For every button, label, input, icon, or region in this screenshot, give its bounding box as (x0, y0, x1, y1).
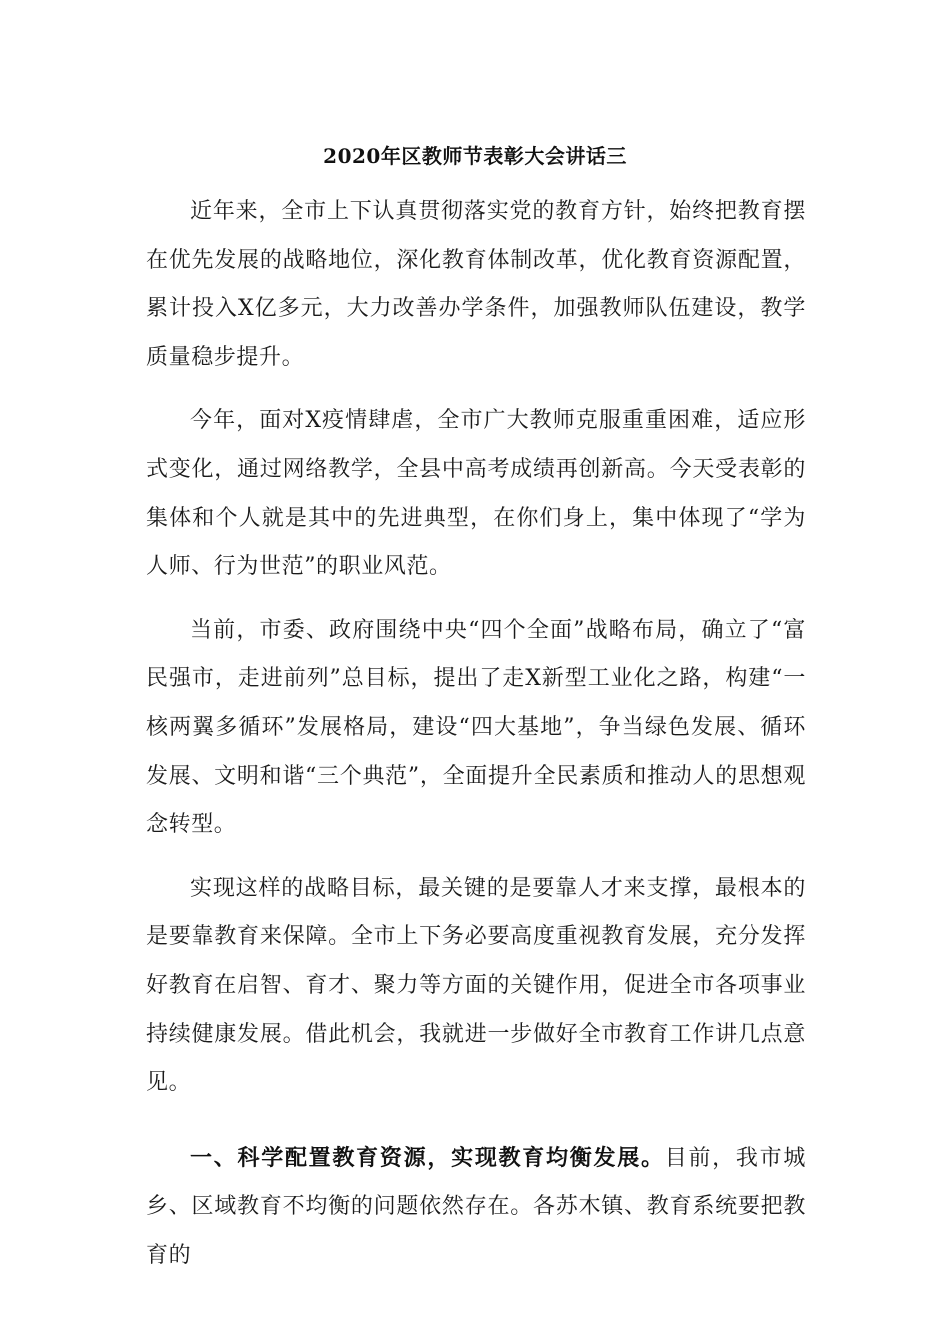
section-one-text: 目前，我市城乡、区域教育不均衡的问题依然存在。各苏木镇、教育系统要把教育的 (146, 1145, 806, 1268)
paragraph-2: 今年，面对X疫情肆虐，全市广大教师克服重重困难，适应形式变化，通过网络教学，全县中高考成绩再创新高。今天受表彰的集体和个人就是其中的先进典型，在你们身上，集中体现了“学为人师、行为世范”的职业风范。 (146, 408, 806, 580)
paragraph-1: 近年来，全市上下认真贯彻落实党的教育方针，始终把教育摆在优先发展的战略地位，深化教育体制改革，优化教育资源配置，累计投入X亿多元，大力改善办学条件，加强教师队伍建设，教学质量稳步提升。 (146, 199, 806, 370)
document-body (146, 188, 806, 1295)
section-one-heading: 一、科学配置教育资源，实现教育均衡发展。 (190, 1144, 665, 1171)
paragraph-4: 实现这样的战略目标，最关键的是要靠人才来支撑，最根本的是要靠教育来保障。全市上下务必要高度重视教育发展，充分发挥好教育在启智、育才、聚力等方面的关键作用，促进全市各项事业持续健康发展。借此机会，我就进一步做好全市教育工作讲几点意见。 (146, 875, 806, 1096)
section-one-paragraph (146, 1134, 806, 1281)
paragraph-3: 当前，市委、政府围绕中央“四个全面”战略布局，确立了“富民强市，走进前列”总目标，提出了走X新型工业化之路，构建“一核两翼多循环”发展格局，建设“四大基地”，争当绿色发展、循环发展、文明和谐“三个典范”，全面提升全民素质和推动人的思想观念转型。 (146, 617, 806, 838)
document-title: 2020年区教师节表彰大会讲话三 (323, 144, 627, 168)
